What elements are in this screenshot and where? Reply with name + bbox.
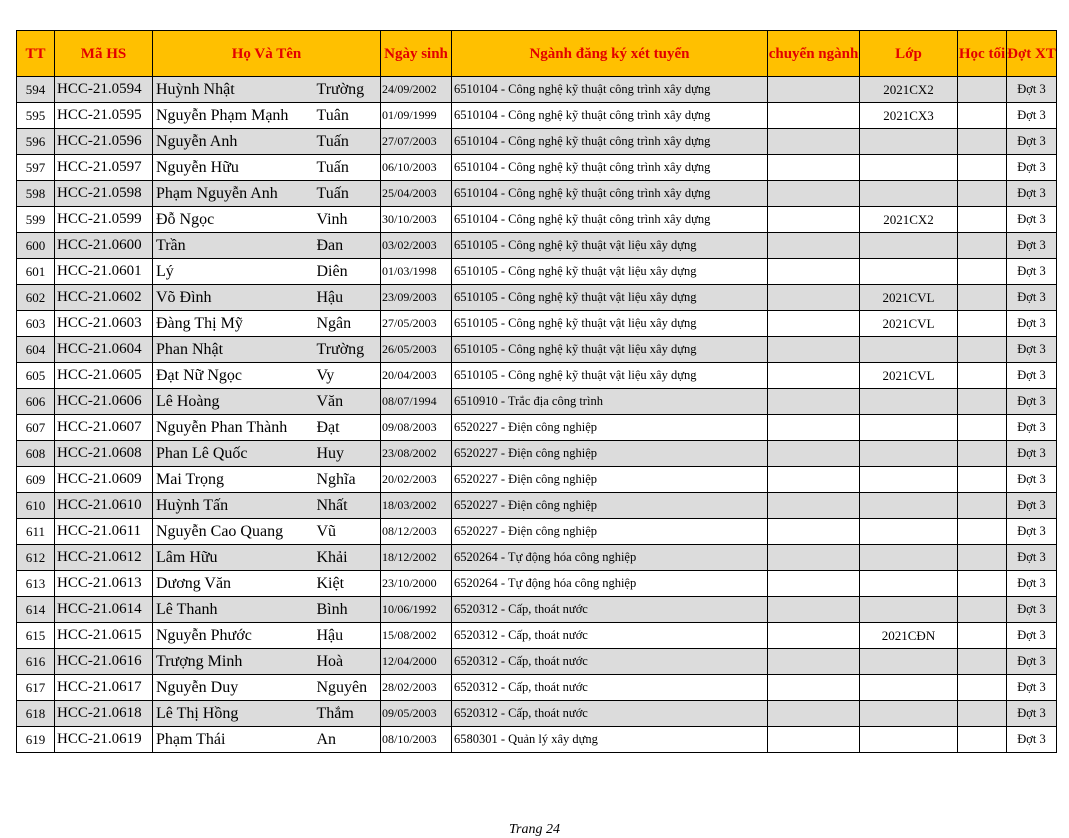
admission-round-cell: Đợt 3	[1007, 441, 1057, 467]
class-code-cell	[860, 181, 958, 207]
col-header-tt: TT	[17, 31, 55, 77]
evening-study-cell	[958, 311, 1007, 337]
row-number-cell: 610	[17, 493, 55, 519]
family-name-cell: Nguyễn Hữu	[153, 155, 315, 181]
major-cell: 6520227 - Điện công nghiệp	[452, 493, 768, 519]
transfer-major-cell	[768, 259, 860, 285]
student-id-cell: HCC-21.0596	[55, 129, 153, 155]
class-code-cell	[860, 649, 958, 675]
row-number-cell: 619	[17, 727, 55, 753]
birth-date-cell: 27/05/2003	[381, 311, 452, 337]
table-row	[17, 311, 1057, 337]
col-header-nganh: Ngành đăng ký xét tuyển	[452, 31, 768, 77]
table-row	[17, 727, 1057, 753]
admission-round-cell: Đợt 3	[1007, 623, 1057, 649]
student-id-cell: HCC-21.0600	[55, 233, 153, 259]
evening-study-cell	[958, 597, 1007, 623]
given-name-cell: Thắm	[315, 701, 381, 727]
given-name-cell: Diên	[315, 259, 381, 285]
birth-date-cell: 08/12/2003	[381, 519, 452, 545]
evening-study-cell	[958, 77, 1007, 103]
student-id-cell: HCC-21.0619	[55, 727, 153, 753]
table-row	[17, 467, 1057, 493]
transfer-major-cell	[768, 467, 860, 493]
birth-date-cell: 28/02/2003	[381, 675, 452, 701]
col-header-ma-hs: Mã HS	[55, 31, 153, 77]
family-name-cell: Phạm Thái	[153, 727, 315, 753]
birth-date-cell: 09/05/2003	[381, 701, 452, 727]
student-id-cell: HCC-21.0598	[55, 181, 153, 207]
student-id-cell: HCC-21.0617	[55, 675, 153, 701]
class-code-cell	[860, 259, 958, 285]
class-code-cell	[860, 415, 958, 441]
evening-study-cell	[958, 415, 1007, 441]
page-number: Trang 24	[509, 822, 560, 837]
transfer-major-cell	[768, 701, 860, 727]
table-row	[17, 623, 1057, 649]
evening-study-cell	[958, 363, 1007, 389]
major-cell: 6520227 - Điện công nghiệp	[452, 441, 768, 467]
birth-date-cell: 26/05/2003	[381, 337, 452, 363]
birth-date-cell: 08/10/2003	[381, 727, 452, 753]
table-row	[17, 519, 1057, 545]
row-number-cell: 614	[17, 597, 55, 623]
major-cell: 6580301 - Quản lý xây dựng	[452, 727, 768, 753]
family-name-cell: Đỗ Ngọc	[153, 207, 315, 233]
table-row	[17, 181, 1057, 207]
evening-study-cell	[958, 493, 1007, 519]
student-id-cell: HCC-21.0604	[55, 337, 153, 363]
row-number-cell: 602	[17, 285, 55, 311]
given-name-cell: Trường	[315, 77, 381, 103]
class-code-cell	[860, 519, 958, 545]
evening-study-cell	[958, 103, 1007, 129]
given-name-cell: Trường	[315, 337, 381, 363]
given-name-cell: An	[315, 727, 381, 753]
table-row	[17, 363, 1057, 389]
transfer-major-cell	[768, 129, 860, 155]
transfer-major-cell	[768, 623, 860, 649]
table-row	[17, 649, 1057, 675]
table-row	[17, 701, 1057, 727]
major-cell: 6510105 - Công nghệ kỹ thuật vật liệu xây dựng	[452, 259, 768, 285]
row-number-cell: 608	[17, 441, 55, 467]
col-header-dot-xt: Đợt XT	[1007, 31, 1057, 77]
birth-date-cell: 18/12/2002	[381, 545, 452, 571]
class-code-cell: 2021CX2	[860, 207, 958, 233]
major-cell: 6520264 - Tự động hóa công nghiệp	[452, 571, 768, 597]
family-name-cell: Nguyễn Phan Thành	[153, 415, 315, 441]
given-name-cell: Đan	[315, 233, 381, 259]
transfer-major-cell	[768, 675, 860, 701]
evening-study-cell	[958, 649, 1007, 675]
family-name-cell: Đạt Nữ Ngọc	[153, 363, 315, 389]
transfer-major-cell	[768, 597, 860, 623]
class-code-cell	[860, 545, 958, 571]
major-cell: 6520312 - Cấp, thoát nước	[452, 597, 768, 623]
row-number-cell: 613	[17, 571, 55, 597]
table-row	[17, 233, 1057, 259]
class-code-cell: 2021CX3	[860, 103, 958, 129]
class-code-cell	[860, 675, 958, 701]
row-number-cell: 609	[17, 467, 55, 493]
birth-date-cell: 24/09/2002	[381, 77, 452, 103]
evening-study-cell	[958, 727, 1007, 753]
major-cell: 6510104 - Công nghệ kỹ thuật công trình xây dựng	[452, 77, 768, 103]
major-cell: 6520227 - Điện công nghiệp	[452, 415, 768, 441]
student-id-cell: HCC-21.0603	[55, 311, 153, 337]
admission-round-cell: Đợt 3	[1007, 597, 1057, 623]
transfer-major-cell	[768, 389, 860, 415]
class-code-cell: 2021CĐN	[860, 623, 958, 649]
class-code-cell: 2021CVL	[860, 285, 958, 311]
transfer-major-cell	[768, 103, 860, 129]
student-id-cell: HCC-21.0609	[55, 467, 153, 493]
family-name-cell: Lý	[153, 259, 315, 285]
birth-date-cell: 03/02/2003	[381, 233, 452, 259]
class-code-cell	[860, 155, 958, 181]
birth-date-cell: 01/09/1999	[381, 103, 452, 129]
class-code-cell	[860, 727, 958, 753]
given-name-cell: Hậu	[315, 623, 381, 649]
major-cell: 6520227 - Điện công nghiệp	[452, 467, 768, 493]
family-name-cell: Nguyễn Anh	[153, 129, 315, 155]
row-number-cell: 611	[17, 519, 55, 545]
table-row	[17, 571, 1057, 597]
row-number-cell: 605	[17, 363, 55, 389]
family-name-cell: Nguyễn Duy	[153, 675, 315, 701]
evening-study-cell	[958, 701, 1007, 727]
table-row	[17, 675, 1057, 701]
admission-round-cell: Đợt 3	[1007, 701, 1057, 727]
transfer-major-cell	[768, 233, 860, 259]
admission-round-cell: Đợt 3	[1007, 285, 1057, 311]
table-row	[17, 545, 1057, 571]
major-cell: 6510910 - Trắc địa công trình	[452, 389, 768, 415]
class-code-cell	[860, 467, 958, 493]
table-row	[17, 259, 1057, 285]
admission-round-cell: Đợt 3	[1007, 545, 1057, 571]
row-number-cell: 599	[17, 207, 55, 233]
student-id-cell: HCC-21.0597	[55, 155, 153, 181]
admission-round-cell: Đợt 3	[1007, 129, 1057, 155]
given-name-cell: Văn	[315, 389, 381, 415]
evening-study-cell	[958, 129, 1007, 155]
row-number-cell: 596	[17, 129, 55, 155]
admission-round-cell: Đợt 3	[1007, 649, 1057, 675]
table-body	[17, 77, 1057, 753]
major-cell: 6510105 - Công nghệ kỹ thuật vật liệu xây dựng	[452, 363, 768, 389]
class-code-cell: 2021CVL	[860, 311, 958, 337]
table-row	[17, 389, 1057, 415]
evening-study-cell	[958, 467, 1007, 493]
birth-date-cell: 10/06/1992	[381, 597, 452, 623]
table-row	[17, 415, 1057, 441]
family-name-cell: Trượng Minh	[153, 649, 315, 675]
row-number-cell: 616	[17, 649, 55, 675]
major-cell: 6520312 - Cấp, thoát nước	[452, 675, 768, 701]
admission-round-cell: Đợt 3	[1007, 77, 1057, 103]
evening-study-cell	[958, 571, 1007, 597]
given-name-cell: Tuấn	[315, 129, 381, 155]
admission-round-cell: Đợt 3	[1007, 675, 1057, 701]
given-name-cell: Vũ	[315, 519, 381, 545]
birth-date-cell: 20/02/2003	[381, 467, 452, 493]
given-name-cell: Hoà	[315, 649, 381, 675]
table-row	[17, 129, 1057, 155]
evening-study-cell	[958, 259, 1007, 285]
row-number-cell: 594	[17, 77, 55, 103]
class-code-cell	[860, 701, 958, 727]
student-id-cell: HCC-21.0615	[55, 623, 153, 649]
family-name-cell: Lê Thị Hồng	[153, 701, 315, 727]
birth-date-cell: 30/10/2003	[381, 207, 452, 233]
given-name-cell: Nguyên	[315, 675, 381, 701]
class-code-cell	[860, 597, 958, 623]
class-code-cell	[860, 493, 958, 519]
class-code-cell	[860, 337, 958, 363]
row-number-cell: 617	[17, 675, 55, 701]
family-name-cell: Phan Nhật	[153, 337, 315, 363]
transfer-major-cell	[768, 337, 860, 363]
family-name-cell: Lâm Hữu	[153, 545, 315, 571]
row-number-cell: 618	[17, 701, 55, 727]
student-id-cell: HCC-21.0599	[55, 207, 153, 233]
transfer-major-cell	[768, 727, 860, 753]
birth-date-cell: 08/07/1994	[381, 389, 452, 415]
transfer-major-cell	[768, 155, 860, 181]
admission-round-cell: Đợt 3	[1007, 519, 1057, 545]
enrollment-table	[16, 30, 1057, 753]
student-id-cell: HCC-21.0601	[55, 259, 153, 285]
table-row	[17, 77, 1057, 103]
birth-date-cell: 23/10/2000	[381, 571, 452, 597]
admission-round-cell: Đợt 3	[1007, 571, 1057, 597]
transfer-major-cell	[768, 181, 860, 207]
admission-round-cell: Đợt 3	[1007, 233, 1057, 259]
class-code-cell: 2021CX2	[860, 77, 958, 103]
given-name-cell: Vinh	[315, 207, 381, 233]
admission-round-cell: Đợt 3	[1007, 363, 1057, 389]
student-id-cell: HCC-21.0602	[55, 285, 153, 311]
student-id-cell: HCC-21.0616	[55, 649, 153, 675]
major-cell: 6510104 - Công nghệ kỹ thuật công trình xây dựng	[452, 181, 768, 207]
major-cell: 6510105 - Công nghệ kỹ thuật vật liệu xây dựng	[452, 285, 768, 311]
transfer-major-cell	[768, 207, 860, 233]
given-name-cell: Khải	[315, 545, 381, 571]
row-number-cell: 612	[17, 545, 55, 571]
student-id-cell: HCC-21.0594	[55, 77, 153, 103]
major-cell: 6520312 - Cấp, thoát nước	[452, 649, 768, 675]
given-name-cell: Hậu	[315, 285, 381, 311]
admission-round-cell: Đợt 3	[1007, 259, 1057, 285]
class-code-cell: 2021CVL	[860, 363, 958, 389]
student-id-cell: HCC-21.0595	[55, 103, 153, 129]
table-row	[17, 285, 1057, 311]
col-header-chuyen-nganh: chuyển ngành	[768, 31, 860, 77]
student-id-cell: HCC-21.0608	[55, 441, 153, 467]
birth-date-cell: 12/04/2000	[381, 649, 452, 675]
row-number-cell: 597	[17, 155, 55, 181]
family-name-cell: Phan Lê Quốc	[153, 441, 315, 467]
row-number-cell: 601	[17, 259, 55, 285]
given-name-cell: Tuấn	[315, 155, 381, 181]
given-name-cell: Huy	[315, 441, 381, 467]
family-name-cell: Nguyễn Cao Quang	[153, 519, 315, 545]
row-number-cell: 606	[17, 389, 55, 415]
major-cell: 6510105 - Công nghệ kỹ thuật vật liệu xây dựng	[452, 337, 768, 363]
family-name-cell: Mai Trọng	[153, 467, 315, 493]
transfer-major-cell	[768, 649, 860, 675]
major-cell: 6510105 - Công nghệ kỹ thuật vật liệu xây dựng	[452, 311, 768, 337]
birth-date-cell: 09/08/2003	[381, 415, 452, 441]
student-id-cell: HCC-21.0614	[55, 597, 153, 623]
evening-study-cell	[958, 519, 1007, 545]
admission-round-cell: Đợt 3	[1007, 467, 1057, 493]
evening-study-cell	[958, 389, 1007, 415]
admission-round-cell: Đợt 3	[1007, 727, 1057, 753]
transfer-major-cell	[768, 441, 860, 467]
table-row	[17, 493, 1057, 519]
family-name-cell: Phạm Nguyễn Anh	[153, 181, 315, 207]
evening-study-cell	[958, 155, 1007, 181]
major-cell: 6520312 - Cấp, thoát nước	[452, 701, 768, 727]
table-row	[17, 597, 1057, 623]
given-name-cell: Nhất	[315, 493, 381, 519]
family-name-cell: Lê Thanh	[153, 597, 315, 623]
table-row	[17, 207, 1057, 233]
admission-round-cell: Đợt 3	[1007, 181, 1057, 207]
given-name-cell: Đạt	[315, 415, 381, 441]
birth-date-cell: 18/03/2002	[381, 493, 452, 519]
evening-study-cell	[958, 675, 1007, 701]
evening-study-cell	[958, 623, 1007, 649]
transfer-major-cell	[768, 77, 860, 103]
row-number-cell: 604	[17, 337, 55, 363]
admission-round-cell: Đợt 3	[1007, 311, 1057, 337]
student-id-cell: HCC-21.0618	[55, 701, 153, 727]
evening-study-cell	[958, 181, 1007, 207]
birth-date-cell: 23/09/2003	[381, 285, 452, 311]
major-cell: 6520312 - Cấp, thoát nước	[452, 623, 768, 649]
major-cell: 6510104 - Công nghệ kỹ thuật công trình xây dựng	[452, 207, 768, 233]
transfer-major-cell	[768, 519, 860, 545]
admission-round-cell: Đợt 3	[1007, 155, 1057, 181]
col-header-lop: Lớp	[860, 31, 958, 77]
student-id-cell: HCC-21.0611	[55, 519, 153, 545]
birth-date-cell: 25/04/2003	[381, 181, 452, 207]
row-number-cell: 603	[17, 311, 55, 337]
transfer-major-cell	[768, 415, 860, 441]
evening-study-cell	[958, 545, 1007, 571]
birth-date-cell: 15/08/2002	[381, 623, 452, 649]
admission-round-cell: Đợt 3	[1007, 389, 1057, 415]
evening-study-cell	[958, 233, 1007, 259]
admission-round-cell: Đợt 3	[1007, 415, 1057, 441]
birth-date-cell: 23/08/2002	[381, 441, 452, 467]
family-name-cell: Trần	[153, 233, 315, 259]
admission-round-cell: Đợt 3	[1007, 103, 1057, 129]
major-cell: 6520264 - Tự động hóa công nghiệp	[452, 545, 768, 571]
major-cell: 6520227 - Điện công nghiệp	[452, 519, 768, 545]
evening-study-cell	[958, 285, 1007, 311]
table-row	[17, 441, 1057, 467]
given-name-cell: Bình	[315, 597, 381, 623]
major-cell: 6510104 - Công nghệ kỹ thuật công trình xây dựng	[452, 103, 768, 129]
birth-date-cell: 27/07/2003	[381, 129, 452, 155]
given-name-cell: Kiệt	[315, 571, 381, 597]
family-name-cell: Huỳnh Nhật	[153, 77, 315, 103]
class-code-cell	[860, 233, 958, 259]
row-number-cell: 615	[17, 623, 55, 649]
major-cell: 6510104 - Công nghệ kỹ thuật công trình xây dựng	[452, 155, 768, 181]
student-id-cell: HCC-21.0612	[55, 545, 153, 571]
given-name-cell: Tuân	[315, 103, 381, 129]
major-cell: 6510105 - Công nghệ kỹ thuật vật liệu xây dựng	[452, 233, 768, 259]
family-name-cell: Huỳnh Tấn	[153, 493, 315, 519]
table-row	[17, 337, 1057, 363]
given-name-cell: Tuấn	[315, 181, 381, 207]
class-code-cell	[860, 571, 958, 597]
transfer-major-cell	[768, 363, 860, 389]
admission-round-cell: Đợt 3	[1007, 337, 1057, 363]
admission-round-cell: Đợt 3	[1007, 207, 1057, 233]
row-number-cell: 598	[17, 181, 55, 207]
header-row	[17, 31, 1057, 77]
transfer-major-cell	[768, 571, 860, 597]
class-code-cell	[860, 441, 958, 467]
birth-date-cell: 06/10/2003	[381, 155, 452, 181]
family-name-cell: Dương Văn	[153, 571, 315, 597]
given-name-cell: Vy	[315, 363, 381, 389]
evening-study-cell	[958, 441, 1007, 467]
transfer-major-cell	[768, 285, 860, 311]
row-number-cell: 600	[17, 233, 55, 259]
evening-study-cell	[958, 337, 1007, 363]
student-id-cell: HCC-21.0606	[55, 389, 153, 415]
family-name-cell: Nguyễn Phước	[153, 623, 315, 649]
transfer-major-cell	[768, 545, 860, 571]
given-name-cell: Ngân	[315, 311, 381, 337]
admission-round-cell: Đợt 3	[1007, 493, 1057, 519]
col-header-ho-ten: Họ Và Tên	[153, 31, 381, 77]
birth-date-cell: 01/03/1998	[381, 259, 452, 285]
col-header-hoc-toi: Học tối	[958, 31, 1007, 77]
class-code-cell	[860, 389, 958, 415]
family-name-cell: Đàng Thị Mỹ	[153, 311, 315, 337]
birth-date-cell: 20/04/2003	[381, 363, 452, 389]
student-id-cell: HCC-21.0605	[55, 363, 153, 389]
class-code-cell	[860, 129, 958, 155]
col-header-ngay-sinh: Ngày sinh	[381, 31, 452, 77]
transfer-major-cell	[768, 311, 860, 337]
student-id-cell: HCC-21.0610	[55, 493, 153, 519]
family-name-cell: Võ Đình	[153, 285, 315, 311]
transfer-major-cell	[768, 493, 860, 519]
table-row	[17, 103, 1057, 129]
student-id-cell: HCC-21.0613	[55, 571, 153, 597]
family-name-cell: Lê Hoàng	[153, 389, 315, 415]
student-id-cell: HCC-21.0607	[55, 415, 153, 441]
evening-study-cell	[958, 207, 1007, 233]
given-name-cell: Nghĩa	[315, 467, 381, 493]
table-row	[17, 155, 1057, 181]
row-number-cell: 607	[17, 415, 55, 441]
family-name-cell: Nguyễn Phạm Mạnh	[153, 103, 315, 129]
row-number-cell: 595	[17, 103, 55, 129]
major-cell: 6510104 - Công nghệ kỹ thuật công trình xây dựng	[452, 129, 768, 155]
